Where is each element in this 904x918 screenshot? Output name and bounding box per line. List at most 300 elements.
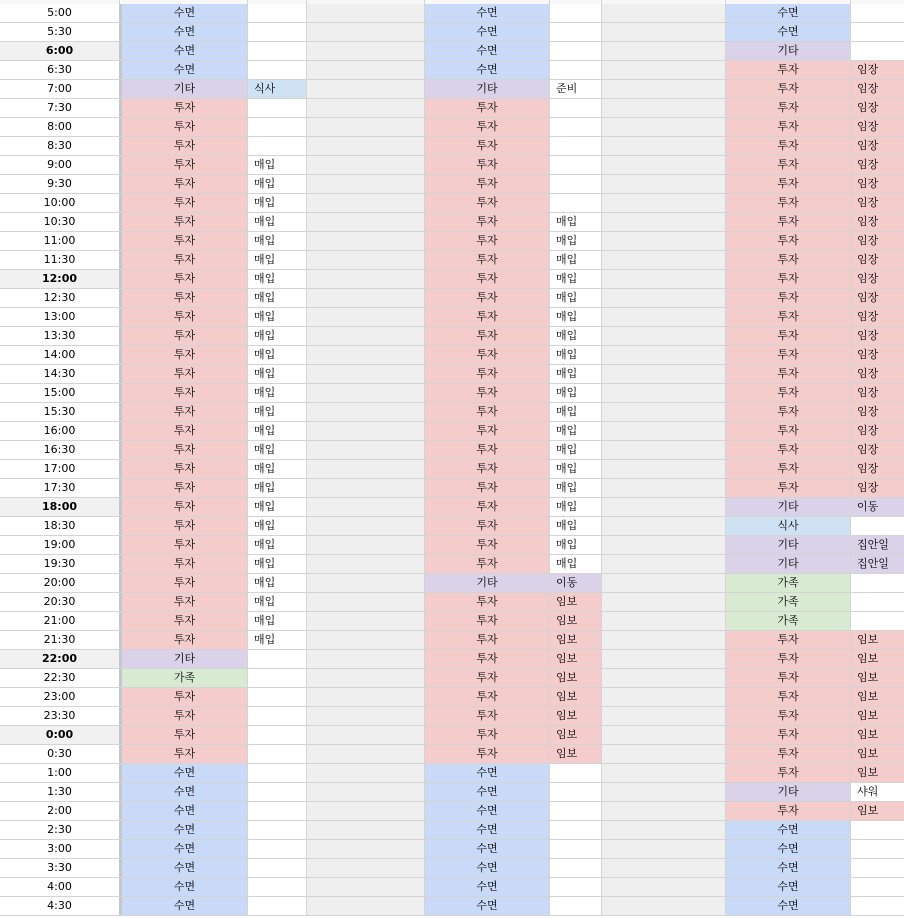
day3-category-cell[interactable]: 투자 bbox=[726, 175, 851, 194]
day1-category-cell[interactable]: 투자 bbox=[122, 384, 248, 403]
day2-category-cell[interactable]: 수면 bbox=[425, 878, 550, 897]
time-cell[interactable]: 20:30 bbox=[0, 593, 120, 612]
day2-category-cell[interactable]: 투자 bbox=[425, 137, 550, 156]
day2-blank-cell[interactable] bbox=[602, 403, 726, 422]
day2-blank-cell[interactable] bbox=[602, 726, 726, 745]
day3-detail-cell[interactable]: 임장 bbox=[851, 194, 904, 213]
day1-detail-cell[interactable] bbox=[248, 802, 307, 821]
day1-blank-cell[interactable] bbox=[307, 574, 425, 593]
day1-category-cell[interactable]: 수면 bbox=[122, 821, 248, 840]
day3-category-cell[interactable]: 수면 bbox=[726, 840, 851, 859]
day1-category-cell[interactable]: 수면 bbox=[122, 802, 248, 821]
day1-category-cell[interactable]: 투자 bbox=[122, 612, 248, 631]
day3-category-cell[interactable]: 가족 bbox=[726, 612, 851, 631]
day2-blank-cell[interactable] bbox=[602, 707, 726, 726]
day2-detail-cell[interactable] bbox=[550, 194, 602, 213]
day1-category-cell[interactable]: 투자 bbox=[122, 422, 248, 441]
day2-detail-cell[interactable]: 매입 bbox=[550, 346, 602, 365]
day2-detail-cell[interactable]: 매입 bbox=[550, 403, 602, 422]
day3-category-cell[interactable]: 투자 bbox=[726, 460, 851, 479]
day1-blank-cell[interactable] bbox=[307, 726, 425, 745]
day2-detail-cell[interactable]: 매입 bbox=[550, 384, 602, 403]
time-cell[interactable]: 10:30 bbox=[0, 213, 120, 232]
day2-detail-cell[interactable]: 매입 bbox=[550, 422, 602, 441]
day1-detail-cell[interactable]: 매입 bbox=[248, 365, 307, 384]
day1-blank-cell[interactable] bbox=[307, 688, 425, 707]
day3-category-cell[interactable]: 투자 bbox=[726, 137, 851, 156]
day2-category-cell[interactable]: 수면 bbox=[425, 859, 550, 878]
day2-blank-cell[interactable] bbox=[602, 289, 726, 308]
time-cell[interactable]: 13:30 bbox=[0, 327, 120, 346]
time-cell[interactable]: 5:30 bbox=[0, 23, 120, 42]
day1-detail-cell[interactable]: 매입 bbox=[248, 327, 307, 346]
day2-blank-cell[interactable] bbox=[602, 859, 726, 878]
day2-blank-cell[interactable] bbox=[602, 384, 726, 403]
day2-category-cell[interactable]: 수면 bbox=[425, 821, 550, 840]
day2-detail-cell[interactable] bbox=[550, 783, 602, 802]
day2-blank-cell[interactable] bbox=[602, 821, 726, 840]
day1-category-cell[interactable]: 투자 bbox=[122, 308, 248, 327]
day3-detail-cell[interactable]: 집안일 bbox=[851, 536, 904, 555]
day1-category-cell[interactable]: 투자 bbox=[122, 289, 248, 308]
day3-detail-cell[interactable]: 임보 bbox=[851, 688, 904, 707]
day3-detail-cell[interactable]: 임장 bbox=[851, 99, 904, 118]
day2-detail-cell[interactable]: 이동 bbox=[550, 574, 602, 593]
day2-category-cell[interactable]: 투자 bbox=[425, 460, 550, 479]
day3-category-cell[interactable]: 투자 bbox=[726, 118, 851, 137]
day2-category-cell[interactable]: 투자 bbox=[425, 650, 550, 669]
day2-detail-cell[interactable] bbox=[550, 156, 602, 175]
day1-category-cell[interactable]: 수면 bbox=[122, 783, 248, 802]
day2-category-cell[interactable]: 수면 bbox=[425, 802, 550, 821]
day2-category-cell[interactable]: 투자 bbox=[425, 422, 550, 441]
day2-blank-cell[interactable] bbox=[602, 80, 726, 99]
day2-blank-cell[interactable] bbox=[602, 213, 726, 232]
day2-blank-cell[interactable] bbox=[602, 327, 726, 346]
day1-detail-cell[interactable]: 매입 bbox=[248, 194, 307, 213]
day3-detail-cell[interactable]: 임장 bbox=[851, 270, 904, 289]
day3-category-cell[interactable]: 투자 bbox=[726, 745, 851, 764]
day2-blank-cell[interactable] bbox=[602, 878, 726, 897]
day2-category-cell[interactable]: 투자 bbox=[425, 441, 550, 460]
day2-category-cell[interactable]: 투자 bbox=[425, 745, 550, 764]
day1-category-cell[interactable]: 투자 bbox=[122, 479, 248, 498]
day2-blank-cell[interactable] bbox=[602, 745, 726, 764]
day2-detail-cell[interactable]: 임보 bbox=[550, 688, 602, 707]
day3-category-cell[interactable]: 기타 bbox=[726, 498, 851, 517]
day3-detail-cell[interactable]: 임장 bbox=[851, 479, 904, 498]
day3-detail-cell[interactable] bbox=[851, 840, 904, 859]
day1-category-cell[interactable]: 투자 bbox=[122, 536, 248, 555]
day3-detail-cell[interactable]: 임장 bbox=[851, 175, 904, 194]
day3-category-cell[interactable]: 투자 bbox=[726, 403, 851, 422]
day2-blank-cell[interactable] bbox=[602, 194, 726, 213]
day2-category-cell[interactable]: 수면 bbox=[425, 897, 550, 916]
day3-category-cell[interactable]: 투자 bbox=[726, 61, 851, 80]
day3-detail-cell[interactable]: 임장 bbox=[851, 460, 904, 479]
day3-detail-cell[interactable] bbox=[851, 612, 904, 631]
day3-detail-cell[interactable]: 임보 bbox=[851, 707, 904, 726]
day1-blank-cell[interactable] bbox=[307, 4, 425, 23]
day3-category-cell[interactable]: 투자 bbox=[726, 80, 851, 99]
day3-category-cell[interactable]: 투자 bbox=[726, 270, 851, 289]
day2-category-cell[interactable]: 투자 bbox=[425, 669, 550, 688]
day1-category-cell[interactable]: 투자 bbox=[122, 517, 248, 536]
day1-category-cell[interactable]: 투자 bbox=[122, 232, 248, 251]
day2-blank-cell[interactable] bbox=[602, 764, 726, 783]
time-cell[interactable]: 23:00 bbox=[0, 688, 120, 707]
time-cell[interactable]: 12:00 bbox=[0, 270, 120, 289]
day1-detail-cell[interactable]: 매입 bbox=[248, 593, 307, 612]
day1-detail-cell[interactable] bbox=[248, 137, 307, 156]
day1-blank-cell[interactable] bbox=[307, 80, 425, 99]
day1-blank-cell[interactable] bbox=[307, 707, 425, 726]
day2-category-cell[interactable]: 투자 bbox=[425, 479, 550, 498]
day3-category-cell[interactable]: 투자 bbox=[726, 764, 851, 783]
day2-detail-cell[interactable]: 준비 bbox=[550, 80, 602, 99]
time-cell[interactable]: 15:30 bbox=[0, 403, 120, 422]
day2-detail-cell[interactable]: 매입 bbox=[550, 498, 602, 517]
time-cell[interactable]: 1:30 bbox=[0, 783, 120, 802]
day1-blank-cell[interactable] bbox=[307, 365, 425, 384]
day1-detail-cell[interactable]: 식사 bbox=[248, 80, 307, 99]
day2-detail-cell[interactable] bbox=[550, 23, 602, 42]
day1-category-cell[interactable]: 수면 bbox=[122, 23, 248, 42]
day2-blank-cell[interactable] bbox=[602, 61, 726, 80]
day3-detail-cell[interactable] bbox=[851, 517, 904, 536]
day1-blank-cell[interactable] bbox=[307, 498, 425, 517]
day3-category-cell[interactable]: 투자 bbox=[726, 99, 851, 118]
day3-detail-cell[interactable]: 임보 bbox=[851, 726, 904, 745]
time-cell[interactable]: 11:00 bbox=[0, 232, 120, 251]
day1-blank-cell[interactable] bbox=[307, 270, 425, 289]
day3-detail-cell[interactable]: 임장 bbox=[851, 441, 904, 460]
day1-detail-cell[interactable]: 매입 bbox=[248, 536, 307, 555]
day1-blank-cell[interactable] bbox=[307, 422, 425, 441]
day1-detail-cell[interactable] bbox=[248, 726, 307, 745]
day1-detail-cell[interactable]: 매입 bbox=[248, 498, 307, 517]
day1-detail-cell[interactable]: 매입 bbox=[248, 403, 307, 422]
time-cell[interactable]: 17:00 bbox=[0, 460, 120, 479]
time-cell[interactable]: 17:30 bbox=[0, 479, 120, 498]
day3-category-cell[interactable]: 투자 bbox=[726, 422, 851, 441]
day2-detail-cell[interactable]: 임보 bbox=[550, 745, 602, 764]
day3-category-cell[interactable]: 투자 bbox=[726, 232, 851, 251]
day1-detail-cell[interactable] bbox=[248, 783, 307, 802]
day3-detail-cell[interactable]: 임장 bbox=[851, 365, 904, 384]
day1-category-cell[interactable]: 투자 bbox=[122, 441, 248, 460]
day3-category-cell[interactable]: 수면 bbox=[726, 897, 851, 916]
day1-category-cell[interactable]: 수면 bbox=[122, 840, 248, 859]
day2-blank-cell[interactable] bbox=[602, 4, 726, 23]
day1-category-cell[interactable]: 투자 bbox=[122, 99, 248, 118]
day2-blank-cell[interactable] bbox=[602, 422, 726, 441]
day2-detail-cell[interactable] bbox=[550, 802, 602, 821]
day2-detail-cell[interactable] bbox=[550, 61, 602, 80]
day1-category-cell[interactable]: 투자 bbox=[122, 498, 248, 517]
time-cell[interactable]: 19:00 bbox=[0, 536, 120, 555]
day3-detail-cell[interactable] bbox=[851, 42, 904, 61]
time-cell[interactable]: 4:30 bbox=[0, 897, 120, 916]
day3-detail-cell[interactable] bbox=[851, 897, 904, 916]
day1-blank-cell[interactable] bbox=[307, 821, 425, 840]
day2-detail-cell[interactable]: 매입 bbox=[550, 308, 602, 327]
day1-detail-cell[interactable]: 매입 bbox=[248, 631, 307, 650]
day2-category-cell[interactable]: 투자 bbox=[425, 327, 550, 346]
day3-detail-cell[interactable] bbox=[851, 23, 904, 42]
day1-detail-cell[interactable]: 매입 bbox=[248, 612, 307, 631]
day2-detail-cell[interactable]: 매입 bbox=[550, 536, 602, 555]
day2-blank-cell[interactable] bbox=[602, 479, 726, 498]
day1-category-cell[interactable]: 투자 bbox=[122, 156, 248, 175]
day1-category-cell[interactable]: 투자 bbox=[122, 574, 248, 593]
day1-blank-cell[interactable] bbox=[307, 536, 425, 555]
day1-category-cell[interactable]: 투자 bbox=[122, 555, 248, 574]
day1-category-cell[interactable]: 투자 bbox=[122, 403, 248, 422]
day1-category-cell[interactable]: 투자 bbox=[122, 688, 248, 707]
day2-detail-cell[interactable] bbox=[550, 42, 602, 61]
day1-blank-cell[interactable] bbox=[307, 460, 425, 479]
day2-blank-cell[interactable] bbox=[602, 688, 726, 707]
day1-category-cell[interactable]: 투자 bbox=[122, 175, 248, 194]
day1-blank-cell[interactable] bbox=[307, 517, 425, 536]
day1-blank-cell[interactable] bbox=[307, 840, 425, 859]
day2-category-cell[interactable]: 투자 bbox=[425, 631, 550, 650]
day1-blank-cell[interactable] bbox=[307, 745, 425, 764]
day2-blank-cell[interactable] bbox=[602, 346, 726, 365]
day2-blank-cell[interactable] bbox=[602, 631, 726, 650]
day3-category-cell[interactable]: 수면 bbox=[726, 878, 851, 897]
day1-blank-cell[interactable] bbox=[307, 194, 425, 213]
day1-blank-cell[interactable] bbox=[307, 593, 425, 612]
day2-category-cell[interactable]: 투자 bbox=[425, 118, 550, 137]
time-cell[interactable]: 16:00 bbox=[0, 422, 120, 441]
day1-blank-cell[interactable] bbox=[307, 555, 425, 574]
day2-blank-cell[interactable] bbox=[602, 137, 726, 156]
day2-category-cell[interactable]: 투자 bbox=[425, 707, 550, 726]
day3-detail-cell[interactable]: 임장 bbox=[851, 346, 904, 365]
day1-blank-cell[interactable] bbox=[307, 289, 425, 308]
day2-detail-cell[interactable]: 매입 bbox=[550, 460, 602, 479]
day3-detail-cell[interactable]: 임보 bbox=[851, 764, 904, 783]
day3-category-cell[interactable]: 투자 bbox=[726, 213, 851, 232]
day2-category-cell[interactable]: 기타 bbox=[425, 574, 550, 593]
time-cell[interactable]: 21:00 bbox=[0, 612, 120, 631]
time-cell[interactable]: 20:00 bbox=[0, 574, 120, 593]
day2-blank-cell[interactable] bbox=[602, 612, 726, 631]
day3-category-cell[interactable]: 투자 bbox=[726, 365, 851, 384]
time-cell[interactable]: 14:30 bbox=[0, 365, 120, 384]
day2-detail-cell[interactable]: 매입 bbox=[550, 365, 602, 384]
time-cell[interactable]: 18:30 bbox=[0, 517, 120, 536]
day2-detail-cell[interactable]: 매입 bbox=[550, 517, 602, 536]
day2-category-cell[interactable]: 투자 bbox=[425, 232, 550, 251]
time-cell[interactable]: 0:00 bbox=[0, 726, 120, 745]
day2-detail-cell[interactable]: 임보 bbox=[550, 726, 602, 745]
day2-blank-cell[interactable] bbox=[602, 574, 726, 593]
day2-detail-cell[interactable] bbox=[550, 840, 602, 859]
day3-category-cell[interactable]: 투자 bbox=[726, 308, 851, 327]
day2-blank-cell[interactable] bbox=[602, 99, 726, 118]
day3-detail-cell[interactable]: 임장 bbox=[851, 384, 904, 403]
day2-category-cell[interactable]: 투자 bbox=[425, 308, 550, 327]
day1-category-cell[interactable]: 투자 bbox=[122, 118, 248, 137]
day2-category-cell[interactable]: 투자 bbox=[425, 555, 550, 574]
day1-blank-cell[interactable] bbox=[307, 99, 425, 118]
day1-blank-cell[interactable] bbox=[307, 669, 425, 688]
time-cell[interactable]: 15:00 bbox=[0, 384, 120, 403]
day3-category-cell[interactable]: 투자 bbox=[726, 156, 851, 175]
day1-category-cell[interactable]: 수면 bbox=[122, 764, 248, 783]
time-cell[interactable]: 21:30 bbox=[0, 631, 120, 650]
day2-category-cell[interactable]: 투자 bbox=[425, 156, 550, 175]
time-cell[interactable]: 3:30 bbox=[0, 859, 120, 878]
day2-category-cell[interactable]: 투자 bbox=[425, 346, 550, 365]
day1-blank-cell[interactable] bbox=[307, 327, 425, 346]
day1-blank-cell[interactable] bbox=[307, 42, 425, 61]
time-cell[interactable]: 8:00 bbox=[0, 118, 120, 137]
time-cell[interactable]: 6:00 bbox=[0, 42, 120, 61]
day3-category-cell[interactable]: 수면 bbox=[726, 821, 851, 840]
day2-blank-cell[interactable] bbox=[602, 498, 726, 517]
day1-detail-cell[interactable]: 매입 bbox=[248, 346, 307, 365]
day1-blank-cell[interactable] bbox=[307, 137, 425, 156]
day1-blank-cell[interactable] bbox=[307, 156, 425, 175]
day3-detail-cell[interactable]: 집안일 bbox=[851, 555, 904, 574]
day2-detail-cell[interactable] bbox=[550, 764, 602, 783]
day2-blank-cell[interactable] bbox=[602, 783, 726, 802]
day2-detail-cell[interactable]: 임보 bbox=[550, 593, 602, 612]
day2-detail-cell[interactable]: 임보 bbox=[550, 612, 602, 631]
day2-category-cell[interactable]: 투자 bbox=[425, 365, 550, 384]
day1-category-cell[interactable]: 투자 bbox=[122, 194, 248, 213]
day1-category-cell[interactable]: 수면 bbox=[122, 897, 248, 916]
day3-category-cell[interactable]: 투자 bbox=[726, 441, 851, 460]
day1-blank-cell[interactable] bbox=[307, 23, 425, 42]
day3-category-cell[interactable]: 가족 bbox=[726, 574, 851, 593]
day2-detail-cell[interactable]: 매입 bbox=[550, 232, 602, 251]
day1-detail-cell[interactable] bbox=[248, 4, 307, 23]
day1-blank-cell[interactable] bbox=[307, 441, 425, 460]
day1-detail-cell[interactable] bbox=[248, 840, 307, 859]
day1-detail-cell[interactable]: 매입 bbox=[248, 251, 307, 270]
time-cell[interactable]: 22:00 bbox=[0, 650, 120, 669]
day1-blank-cell[interactable] bbox=[307, 213, 425, 232]
day2-category-cell[interactable]: 투자 bbox=[425, 688, 550, 707]
day3-category-cell[interactable]: 식사 bbox=[726, 517, 851, 536]
day3-detail-cell[interactable] bbox=[851, 859, 904, 878]
time-cell[interactable]: 16:30 bbox=[0, 441, 120, 460]
day2-detail-cell[interactable]: 매입 bbox=[550, 270, 602, 289]
day1-detail-cell[interactable] bbox=[248, 707, 307, 726]
day3-detail-cell[interactable]: 임장 bbox=[851, 327, 904, 346]
day1-detail-cell[interactable]: 매입 bbox=[248, 232, 307, 251]
time-cell[interactable]: 10:00 bbox=[0, 194, 120, 213]
day3-detail-cell[interactable]: 임장 bbox=[851, 308, 904, 327]
day2-category-cell[interactable]: 수면 bbox=[425, 4, 550, 23]
day2-detail-cell[interactable] bbox=[550, 99, 602, 118]
day3-detail-cell[interactable]: 이동 bbox=[851, 498, 904, 517]
day2-blank-cell[interactable] bbox=[602, 365, 726, 384]
day1-blank-cell[interactable] bbox=[307, 384, 425, 403]
day1-detail-cell[interactable] bbox=[248, 859, 307, 878]
day2-blank-cell[interactable] bbox=[602, 460, 726, 479]
time-cell[interactable]: 7:30 bbox=[0, 99, 120, 118]
day1-detail-cell[interactable] bbox=[248, 61, 307, 80]
day2-category-cell[interactable]: 투자 bbox=[425, 384, 550, 403]
day2-blank-cell[interactable] bbox=[602, 669, 726, 688]
time-cell[interactable]: 2:30 bbox=[0, 821, 120, 840]
day3-detail-cell[interactable]: 임장 bbox=[851, 232, 904, 251]
day1-detail-cell[interactable] bbox=[248, 42, 307, 61]
day2-detail-cell[interactable] bbox=[550, 821, 602, 840]
day2-blank-cell[interactable] bbox=[602, 897, 726, 916]
day3-detail-cell[interactable]: 임보 bbox=[851, 650, 904, 669]
day3-detail-cell[interactable] bbox=[851, 593, 904, 612]
day1-detail-cell[interactable]: 매입 bbox=[248, 479, 307, 498]
day2-detail-cell[interactable] bbox=[550, 118, 602, 137]
day2-blank-cell[interactable] bbox=[602, 802, 726, 821]
day3-detail-cell[interactable]: 임장 bbox=[851, 422, 904, 441]
day3-detail-cell[interactable] bbox=[851, 821, 904, 840]
day2-category-cell[interactable]: 수면 bbox=[425, 23, 550, 42]
day2-detail-cell[interactable]: 매입 bbox=[550, 289, 602, 308]
day1-blank-cell[interactable] bbox=[307, 403, 425, 422]
day1-detail-cell[interactable]: 매입 bbox=[248, 460, 307, 479]
day3-detail-cell[interactable]: 임장 bbox=[851, 403, 904, 422]
day2-blank-cell[interactable] bbox=[602, 555, 726, 574]
day2-detail-cell[interactable] bbox=[550, 878, 602, 897]
day1-detail-cell[interactable] bbox=[248, 99, 307, 118]
day2-category-cell[interactable]: 투자 bbox=[425, 289, 550, 308]
day2-category-cell[interactable]: 수면 bbox=[425, 764, 550, 783]
day2-category-cell[interactable]: 수면 bbox=[425, 783, 550, 802]
day2-detail-cell[interactable]: 매입 bbox=[550, 441, 602, 460]
day1-category-cell[interactable]: 기타 bbox=[122, 650, 248, 669]
day2-detail-cell[interactable] bbox=[550, 175, 602, 194]
day1-detail-cell[interactable] bbox=[248, 688, 307, 707]
day1-blank-cell[interactable] bbox=[307, 175, 425, 194]
day2-blank-cell[interactable] bbox=[602, 118, 726, 137]
day2-detail-cell[interactable] bbox=[550, 859, 602, 878]
day3-detail-cell[interactable] bbox=[851, 4, 904, 23]
day1-blank-cell[interactable] bbox=[307, 859, 425, 878]
day3-category-cell[interactable]: 수면 bbox=[726, 859, 851, 878]
day1-category-cell[interactable]: 투자 bbox=[122, 707, 248, 726]
day1-blank-cell[interactable] bbox=[307, 251, 425, 270]
time-cell[interactable]: 9:30 bbox=[0, 175, 120, 194]
day2-detail-cell[interactable]: 매입 bbox=[550, 327, 602, 346]
day2-blank-cell[interactable] bbox=[602, 536, 726, 555]
day2-category-cell[interactable]: 투자 bbox=[425, 403, 550, 422]
day2-blank-cell[interactable] bbox=[602, 308, 726, 327]
day2-category-cell[interactable]: 투자 bbox=[425, 251, 550, 270]
day2-detail-cell[interactable]: 매입 bbox=[550, 479, 602, 498]
day1-category-cell[interactable]: 투자 bbox=[122, 213, 248, 232]
time-cell[interactable]: 11:30 bbox=[0, 251, 120, 270]
day2-category-cell[interactable]: 수면 bbox=[425, 42, 550, 61]
time-cell[interactable]: 13:00 bbox=[0, 308, 120, 327]
day2-category-cell[interactable]: 기타 bbox=[425, 80, 550, 99]
time-cell[interactable]: 2:00 bbox=[0, 802, 120, 821]
day1-blank-cell[interactable] bbox=[307, 61, 425, 80]
day2-category-cell[interactable]: 투자 bbox=[425, 726, 550, 745]
day3-category-cell[interactable]: 투자 bbox=[726, 384, 851, 403]
day3-detail-cell[interactable]: 샤워 bbox=[851, 783, 904, 802]
day3-detail-cell[interactable]: 임장 bbox=[851, 80, 904, 99]
time-cell[interactable]: 1:00 bbox=[0, 764, 120, 783]
time-cell[interactable]: 9:00 bbox=[0, 156, 120, 175]
